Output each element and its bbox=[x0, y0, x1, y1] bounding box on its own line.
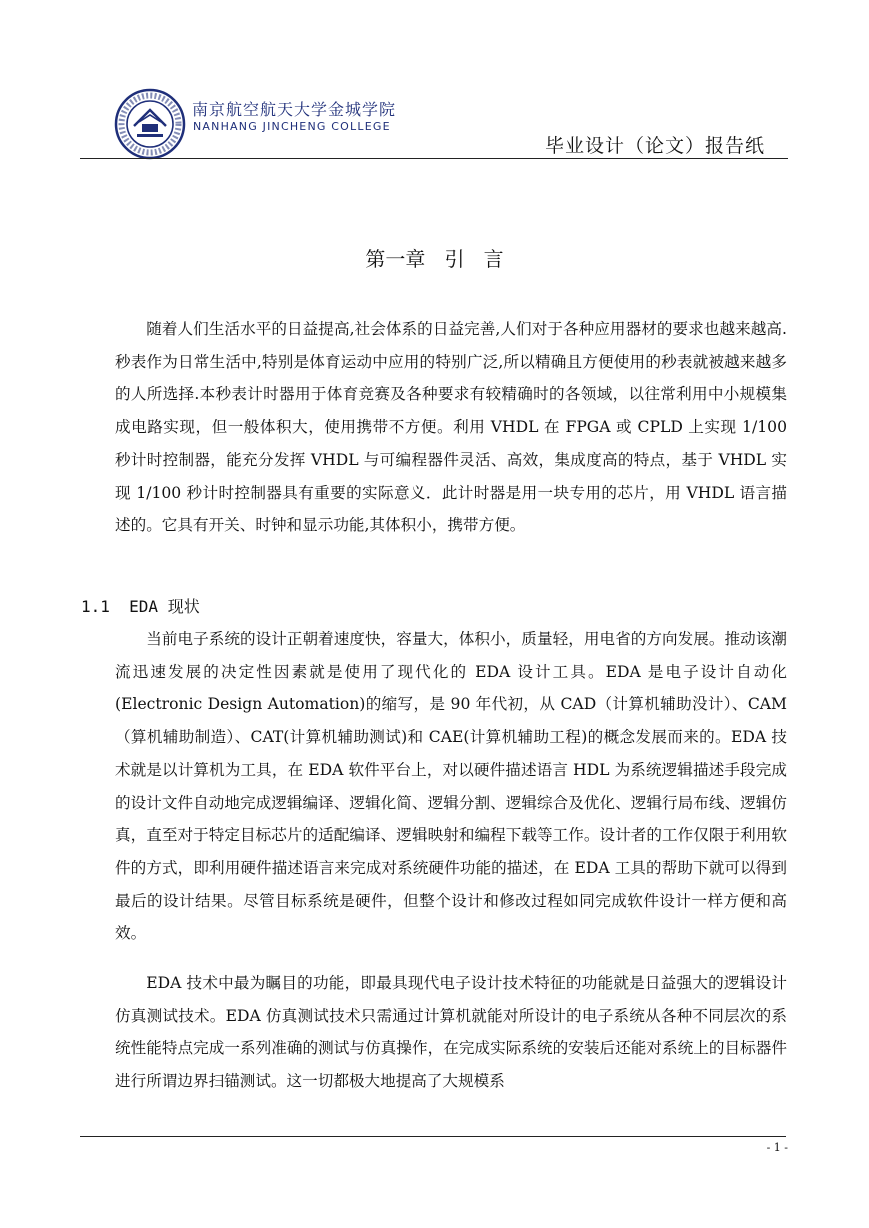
section-paragraph: EDA 技术中最为瞩目的功能，即最具现代电子设计技术特征的功能就是日益强大的逻辑设计仿真测试技术。EDA 仿真测试技术只需通过计算机就能对所设计的电子系统从各种不同层次的系统性能特点完成一系列准确的测试与仿真操作，在完成实际系统的安装后还能对系统上的目标器件进行所谓边界扫锚测试。这一切都极大地提高了大规模系 bbox=[115, 974, 787, 1091]
chapter-title: 第一章 引 言 bbox=[365, 247, 504, 271]
intro-paragraph: 随着人们生活水平的日益提高,社会体系的日益完善,人们对于各种应用器材的要求也越来越高.秒表作为日常生活中,特别是体育运动中应用的特别广泛,所以精确且方便使用的秒表就被越来越多的人所选择.本秒表计时器用于体育竞赛及各种要求有较精确时的各领域，以往常利用中小规模集成电路实现，但一般体积大，使用携带不方便。利用 VHDL 在 FPGA 或 CPLD 上实现 1/100 秒计时控制器，能充分发挥 VHDL 与可编程器件灵活、高效，集成度高的特点，基于 VHDL 实现 1/100 秒计时控制器具有重要的实际意义．此计时器是用一块专用的芯片，用 VHDL 语言描述的。它具有开关、时钟和显示功能,其体积小，携带方便。 bbox=[115, 320, 787, 535]
report-paper-label: 毕业设计（论文）报告纸 bbox=[544, 135, 765, 157]
college-seal-icon bbox=[114, 88, 186, 160]
college-name-en: NANHANG JINCHENG COLLEGE bbox=[193, 120, 391, 133]
college-name-cn: 南京航空航天大学金城学院 bbox=[192, 100, 397, 119]
section-paragraph: 当前电子系统的设计正朝着速度快，容量大，体积小，质量轻，用电省的方向发展。推动该潮流迅速发展的决定性因素就是使用了现代化的 EDA 设计工具。EDA 是电子设计自动化(Electronic Design Automation)的缩写，是 90 年代初，从 CAD（计算机辅助没计）、CAM（算机辅助制造）、CAT(计算机辅助测试)和 CAE(计算机辅助工程)的概念发展而来的。EDA 技术就是以计算机为工具，在 EDA 软件平台上，对以硬件描述语言 HDL 为系统逻辑描述手段完成的设计文件自动地完成逻辑编译、逻辑化简、逻辑分割、逻辑综合及优化、逻辑行局布线、逻辑仿真，直至对于特定目标芯片的适配编译、逻辑映射和编程下载等工作。设计者的工作仅限于利用软件的方式，即利用硬件描述语言来完成对系统硬件功能的描述，在 EDA 工具的帮助下就可以得到最后的设计结果。尽管目标系统是硬件，但整个设计和修改过程如同完成软件设计一样方便和高效。 bbox=[115, 630, 787, 943]
page-number: - 1 - bbox=[766, 1141, 788, 1154]
header-divider bbox=[80, 158, 788, 159]
section-heading: 1.1 EDA 现状 bbox=[81, 597, 200, 616]
footer-divider bbox=[80, 1136, 786, 1137]
